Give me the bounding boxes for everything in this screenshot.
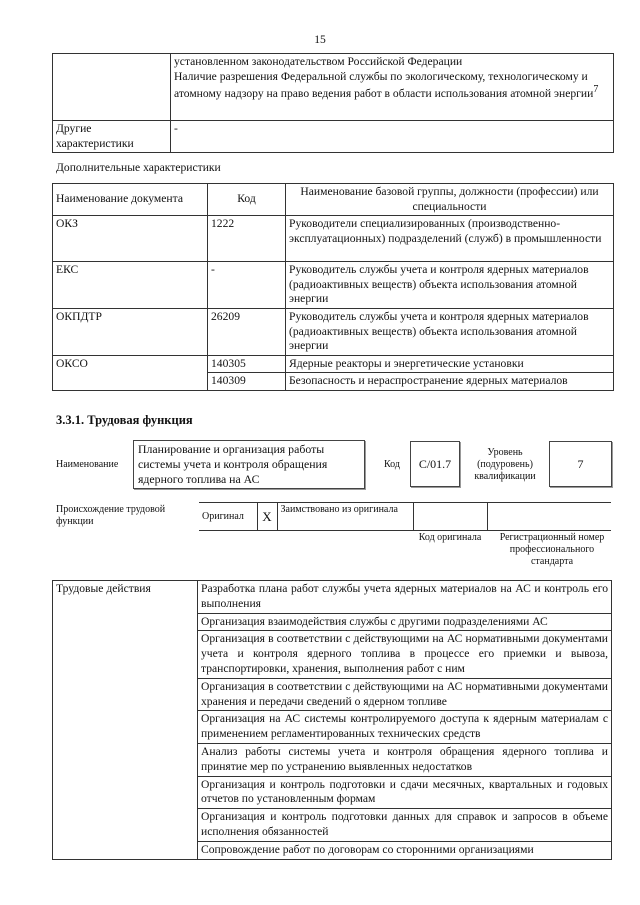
level-label: Уровень (подуровень) квалификации — [474, 447, 536, 482]
action-item: Организация и контроль подготовки данных для справок и запросов в объеме исполнения обязанностей — [198, 809, 612, 842]
table-row — [53, 54, 614, 121]
table-row — [53, 581, 612, 614]
origin-code-caption: Код оригинала — [418, 532, 482, 543]
row-label — [53, 54, 171, 121]
row-value — [171, 54, 614, 121]
cell-code: 26209 — [208, 308, 286, 355]
cell-name: Безопасность и нераспространение ядерных материалов — [286, 373, 614, 391]
cell-doc: ОКСО — [53, 355, 208, 390]
row-label: Другие характеристики — [53, 121, 171, 153]
cell-doc: ЕКС — [53, 262, 208, 309]
borrowed-label: Заимствовано из оригинала — [277, 503, 413, 531]
original-mark: X — [257, 503, 277, 531]
code-label: Код — [384, 459, 400, 470]
action-item: Анализ работы системы учета и контроля обращения ядерного топлива и принятие мер по устранению выявленных недостатков — [198, 743, 612, 776]
action-item: Организация на АС системы контролируемого доступа к ядерным материалам с применением регламентированных технических средств — [198, 711, 612, 744]
function-heading: 3.3.1. Трудовая функция — [56, 413, 193, 427]
original-label: Оригинал — [199, 503, 257, 531]
cell-code: - — [208, 262, 286, 309]
cell-name: Руководитель службы учета и контроля ядерных материалов (радиоактивных веществ) объекта использования атомной энергии — [286, 262, 614, 309]
cell-name: Ядерные реакторы и энергетические установки — [286, 355, 614, 373]
action-item: Организация взаимодействия службы с другими подразделениями АС — [198, 613, 612, 631]
action-item: Разработка плана работ службы учета ядерных материалов на АС и контроль его выполнения — [198, 581, 612, 614]
footnote-mark: 7 — [593, 84, 599, 96]
action-item: Сопровождение работ по договорам со сторонними организациями — [198, 841, 612, 859]
action-item: Организация в соответствии с действующими на АС нормативными документами учета и контроля ядерного топлива в процессе его приемки и вывоза, транспортировки, хранения, выполнения работ с ним — [198, 631, 612, 678]
table-row — [53, 308, 614, 355]
actions-label: Трудовые действия — [53, 581, 198, 860]
header-doc: Наименование документа — [53, 184, 208, 216]
labor-actions-table — [52, 580, 612, 860]
table-header-row — [53, 184, 614, 216]
function-name: Планирование и организация работы системы учета и контроля обращения ядерного топлива на АС — [133, 440, 365, 489]
table-row — [53, 121, 614, 153]
table-row — [53, 216, 614, 262]
additional-table — [52, 183, 614, 391]
qualification-table — [52, 53, 614, 153]
cell-doc: ОКЗ — [53, 216, 208, 262]
row-value: - — [171, 121, 614, 153]
action-item: Организация и контроль подготовки и сдачи месячных, квартальных и годовых отчетов по установленным формам — [198, 776, 612, 809]
name-label: Наименование — [56, 459, 119, 470]
table-row — [53, 355, 614, 373]
origin-label: Происхождение трудовой функции — [56, 504, 166, 527]
function-code: C/01.7 — [410, 441, 460, 487]
cell-code: 140305 — [208, 355, 286, 373]
cell-code: 1222 — [208, 216, 286, 262]
cell-doc: ОКПДТР — [53, 308, 208, 355]
table-row — [53, 262, 614, 309]
cell-code: 140309 — [208, 373, 286, 391]
reg-number-caption: Регистрационный номер профессионального стандарта — [499, 532, 605, 567]
header-code: Код — [208, 184, 286, 216]
requirement-line: установленном законодательством Российской Федерации — [174, 55, 463, 68]
origin-code-cell — [413, 503, 487, 531]
requirement-line: Наличие разрешения Федеральной службы по экологическому, технологическому и атомному надзору на право ведения работ в области использования атомной энергии$^7$ — [174, 69, 599, 101]
header-name: Наименование базовой группы, должности (профессии) или специальности — [286, 184, 614, 216]
page-number: 15 — [314, 33, 326, 46]
section-title: Дополнительные характеристики — [56, 161, 221, 174]
cell-name: Руководители специализированных (производственно-эксплуатационных) подразделений (служб) в промышленности — [286, 216, 614, 262]
reg-number-cell — [487, 503, 611, 531]
qualification-level: 7 — [549, 441, 612, 487]
action-item: Организация в соответствии с действующими на АС нормативными документами хранения и передачи сведений о ядерном топливе — [198, 678, 612, 711]
cell-name: Руководитель службы учета и контроля ядерных материалов (радиоактивных веществ) объекта использования атомной энергии — [286, 308, 614, 355]
origin-table — [199, 502, 611, 531]
